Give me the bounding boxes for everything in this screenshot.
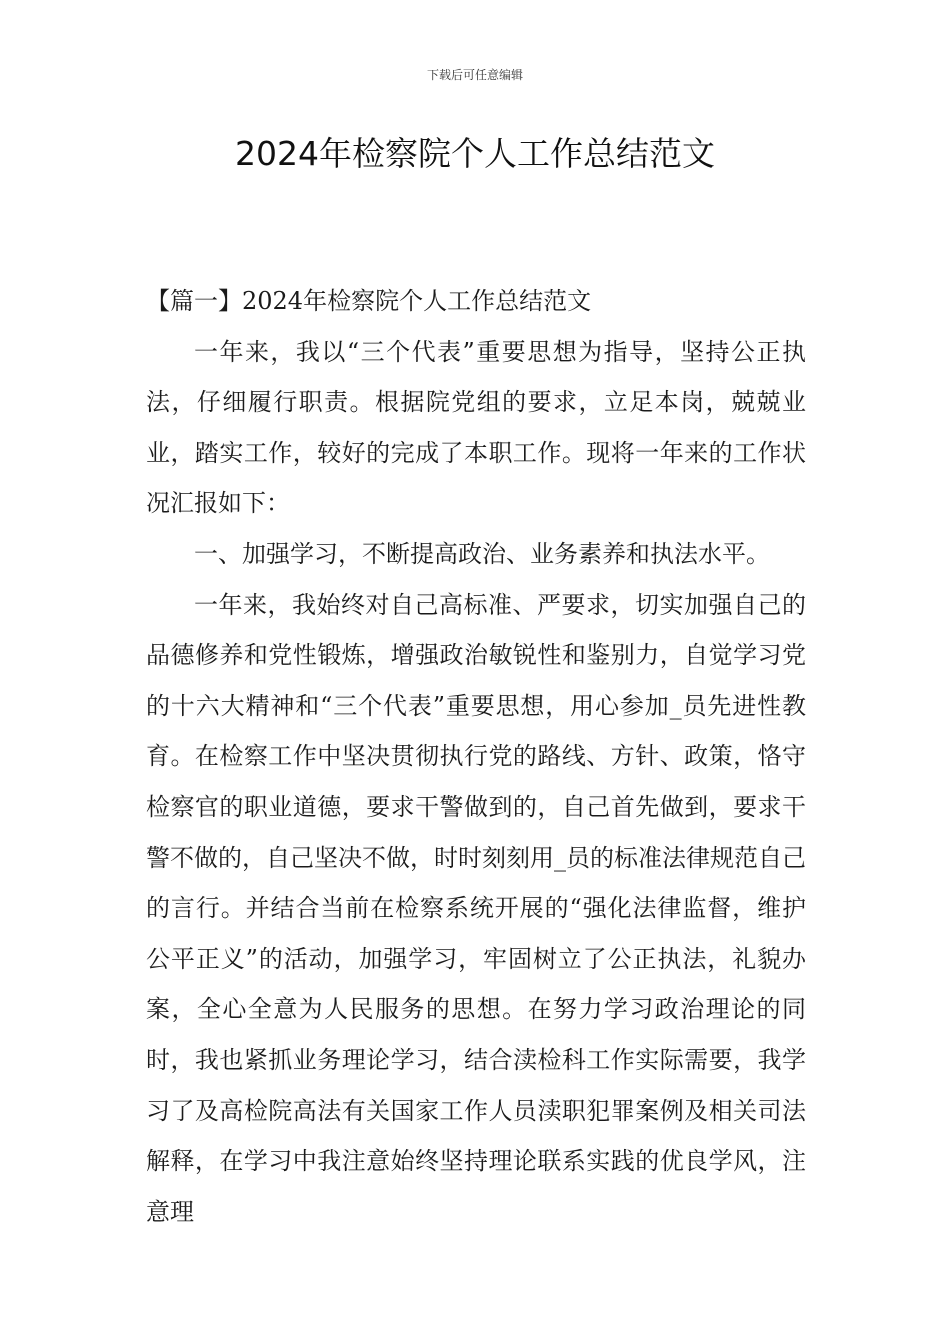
paragraph-body: 一年来，我始终对自己高标准、严要求，切实加强自己的品德修养和党性锻炼，增强政治敏锐性和鉴别力，自觉学习党的十六大精神和“三个代表”重要思想，用心参加_员先进性教育。在检察工作中坚决贯彻执行党的路线、方针、政策，恪守检察官的职业道德，要求干警做到的，自己首先做到，要求干警不做的，自己坚决不做，时时刻刻用_员的标准法律规范自己的言行。并结合当前在检察系统开展的“强化法律监督，维护公平正义”的活动，加强学习，牢固树立了公正执法，礼貌办案，全心全意为人民服务的思想。在努力学习政治理论的同时，我也紧抓业务理论学习，结合渎检科工作实际需要，我学习了及高检院高法有关国家工作人员渎职犯罪案例及相关司法解释，在学习中我注意始终坚持理论联系实践的优良学风，注意理 [146,590,806,1226]
paragraph-subheading: 一、加强学习，不断提高政治、业务素养和执法水平。 [194,539,770,568]
section-heading: 【篇一】2024年检察院个人工作总结范文 [146,287,592,315]
document-body [146,276,806,1237]
paragraph-intro: 一年来，我以“三个代表”重要思想为指导，坚持公正执法，仔细履行职责。根据院党组的要求，立足本岗，兢兢业业，踏实工作，较好的完成了本职工作。现将一年来的工作状况汇报如下： [146,337,806,518]
document-title: 2024年检察院个人工作总结范文 [235,134,715,173]
page-header-note: 下载后可任意编辑 [426,68,523,82]
